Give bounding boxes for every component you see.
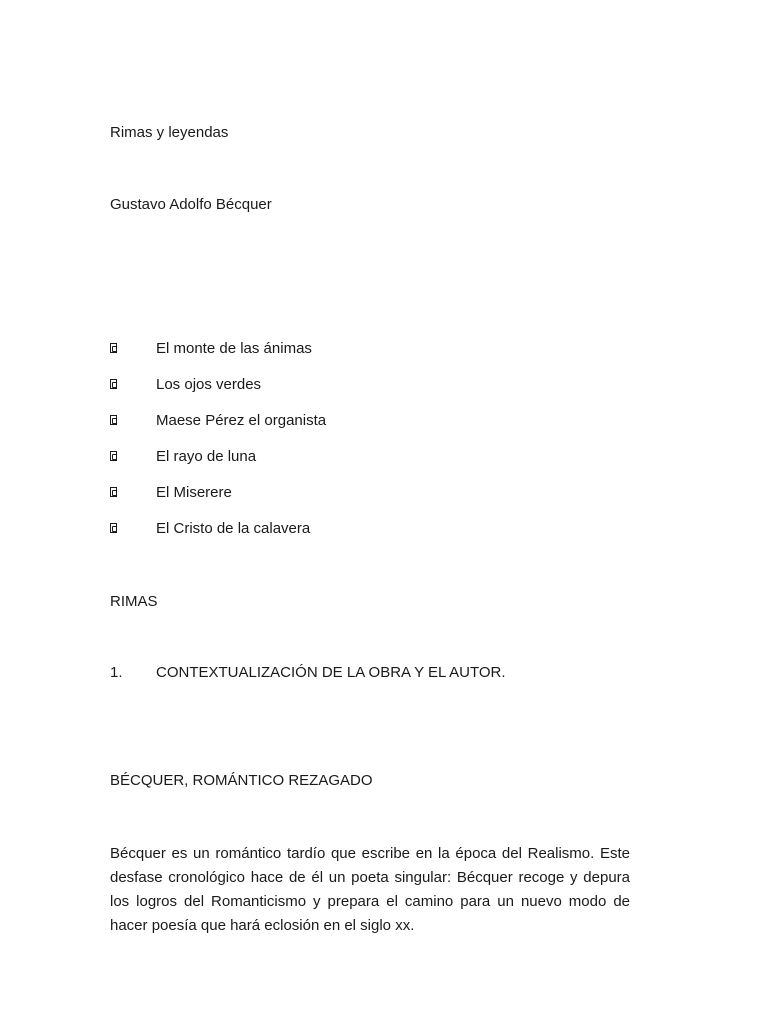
list-item — [110, 519, 670, 539]
missing-glyph-box-icon — [110, 343, 117, 353]
list-item-text: El rayo de luna — [156, 448, 257, 465]
missing-glyph-box-icon — [110, 487, 117, 497]
subheading: BÉCQUER, ROMÁNTICO REZAGADO — [110, 772, 373, 789]
list-item-text: Los ojos verdes — [156, 376, 262, 393]
body-paragraph: Bécquer es un romántico tardío que escribe en la época del Realismo. Este desfase cronológico hace de él un poeta singular: Bécquer recoge y depura los logros del Romanticismo y prepara el camino para un nuevo modo de hacer poesía que hará eclosión en el siglo xx. — [110, 845, 630, 934]
list-item — [110, 483, 670, 503]
missing-glyph-box-icon — [110, 523, 117, 533]
document-title: Rimas y leyendas — [110, 124, 229, 141]
list-item-text: El monte de las ánimas — [156, 340, 312, 357]
numbered-heading — [110, 663, 670, 683]
missing-glyph-box-icon — [110, 415, 117, 425]
numbered-heading-text: CONTEXTUALIZACIÓN DE LA OBRA Y EL AUTOR. — [156, 664, 506, 681]
document-author: Gustavo Adolfo Bécquer — [110, 196, 272, 213]
list-item-text: El Cristo de la calavera — [156, 520, 311, 537]
list-item — [110, 447, 670, 467]
missing-glyph-box-icon — [110, 379, 117, 389]
list-item — [110, 375, 670, 395]
list-item-text: El Miserere — [156, 484, 232, 501]
list-item-text: Maese Pérez el organista — [156, 412, 327, 429]
numbered-heading-number: 1. — [110, 664, 123, 681]
list-item — [110, 411, 670, 431]
section-heading-rimas: RIMAS — [110, 593, 158, 610]
missing-glyph-box-icon — [110, 451, 117, 461]
list-item — [110, 339, 670, 359]
